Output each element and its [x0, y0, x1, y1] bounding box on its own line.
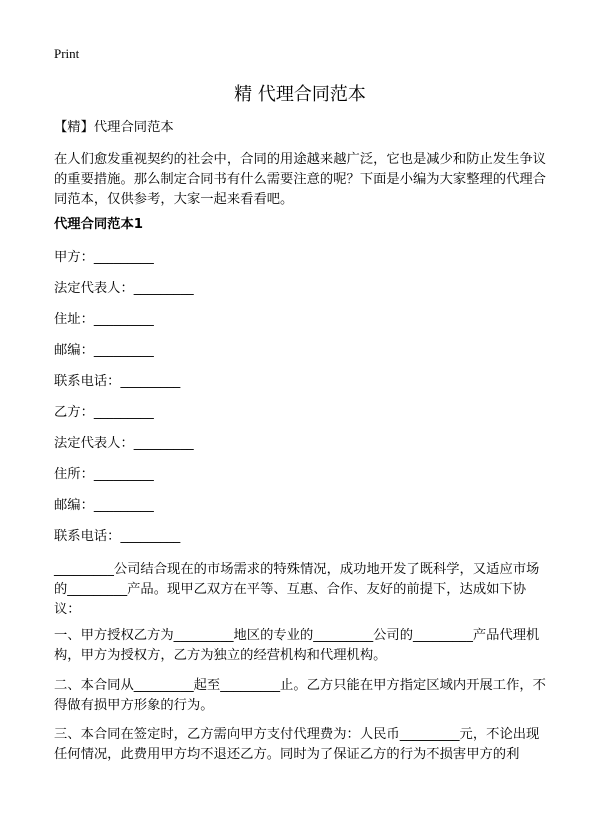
field-legal-rep-b: 法定代表人：_________	[54, 436, 194, 451]
document-subtitle: 【精】代理合同范本	[54, 120, 174, 135]
field-residence-b: 住所：_________	[54, 467, 154, 482]
field-phone-b: 联系电话：_________	[54, 529, 181, 544]
field-legal-rep-a: 法定代表人：_________	[54, 281, 194, 296]
field-postcode-a: 邮编：_________	[54, 343, 154, 358]
field-party-a: 甲方：_________	[54, 250, 154, 265]
document-title: 精 代理合同范本	[234, 84, 366, 105]
section-heading: 代理合同范本1	[54, 217, 144, 232]
clause-two: 二、本合同从_________起至_________止。乙方只能在甲方指定区域内开展工作，不得做有损甲方形象的行为。	[54, 678, 546, 713]
clause-three: 三、本合同在签定时，乙方需向甲方支付代理费为：人民币_________元，不论出现任何情况，此费用甲方均不退还乙方。同时为了保证乙方的行为不损害甲方的利	[54, 727, 540, 762]
field-phone-a: 联系电话：_________	[54, 374, 181, 389]
field-postcode-b: 邮编：_________	[54, 498, 154, 513]
agreement-preamble: _________公司结合现在的市场需求的特殊情况，成功地开发了既科学，又适应市场的_________产品。现甲乙双方在平等、互惠、合作、友好的前提下，达成如下协议：	[54, 562, 540, 617]
print-link[interactable]: Print	[54, 46, 80, 61]
field-address-a: 住址：_________	[54, 312, 154, 327]
field-party-b: 乙方：_________	[54, 405, 154, 420]
intro-paragraph: 在人们愈发重视契约的社会中，合同的用途越来越广泛，它也是减少和防止发生争议的重要措施。那么制定合同书有什么需要注意的呢？下面是小编为大家整理的代理合同范本，仅供参考，大家一起来看看吧。	[54, 152, 546, 207]
clause-one: 一、甲方授权乙方为_________地区的专业的_________公司的_________产品代理机构，甲方为授权方，乙方为独立的经营机构和代理机构。	[54, 628, 540, 663]
